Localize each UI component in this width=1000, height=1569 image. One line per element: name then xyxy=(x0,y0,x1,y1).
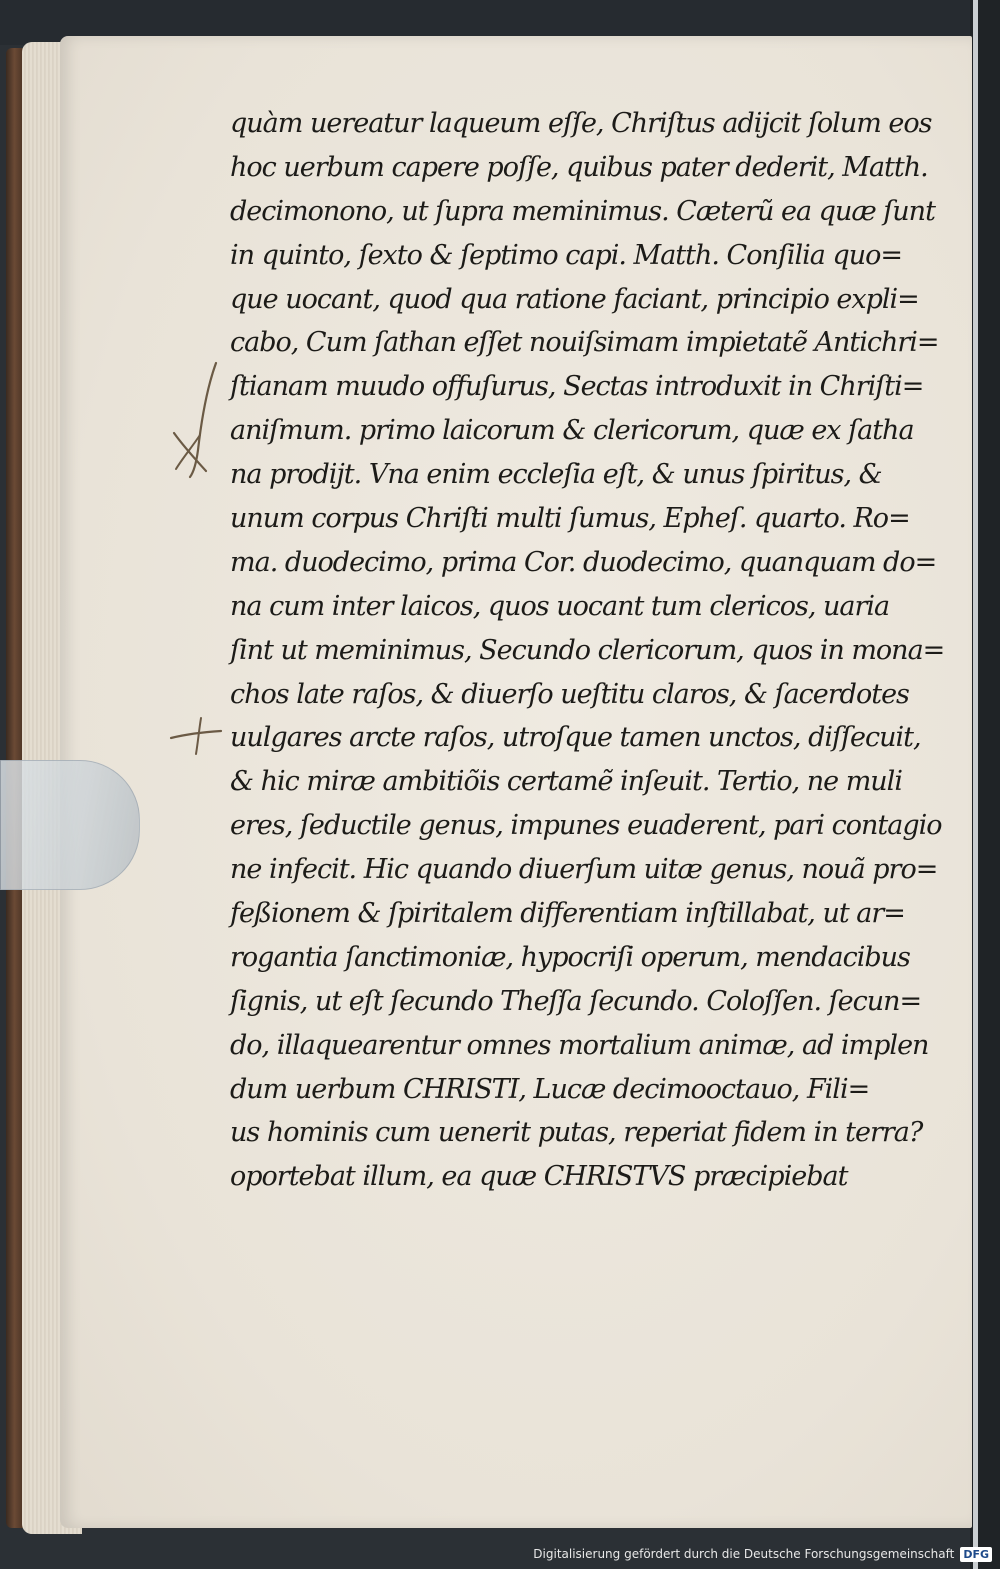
text-line: rogantia ſanctimoniæ, hypocriſi operum, mendacibus xyxy=(230,941,910,973)
footer-credit xyxy=(533,1543,992,1565)
text-line: unum corpus Chriſti multi ſumus, Epheſ. quarto. Ro= xyxy=(230,503,910,535)
text-line: quàm uereatur laqueum eſſe, Chriſtus adijcit ſolum eos xyxy=(230,108,932,139)
text-line: in quinto, ſexto & ſeptimo capi. Matth. Conſilia quo= xyxy=(230,239,902,271)
text-line: na prodijt. Vna enim eccleſia eſt, & unus ſpiritus, & xyxy=(230,459,882,491)
text-line: ſtianam muudo offuſurus, Sectas introduxit in Chriſti= xyxy=(230,371,924,403)
text-line: na cum inter laicos, quos uocant tum clericos, uaria xyxy=(230,590,890,622)
text-line: ma. duodecimo, prima Cor. duodecimo, quanquam do= xyxy=(230,546,937,578)
funding-credit-text: Digitalisierung gefördert durch die Deutsche Forschungsgemeinschaft xyxy=(533,1547,955,1561)
text-line: ſignis, ut eſt ſecundo Theſſa ſecundo. Coloſſen. ſecun= xyxy=(230,985,922,1017)
scanner-edge-highlight xyxy=(973,0,978,1569)
pencil-cross-mark xyxy=(165,712,225,757)
text-line: cabo, Cum ſathan eſſet nouiſsimam impietatẽ Antichri= xyxy=(230,327,939,359)
text-line: do, illaquearentur omnes mortalium animæ, ad implen xyxy=(230,1029,929,1061)
page-holder-clip xyxy=(0,760,140,890)
text-line: uulgares arcte raſos, utroſque tamen unctos, diſſecuit, xyxy=(230,722,921,754)
page-text xyxy=(230,102,945,1199)
text-line: aniſmum. primo laicorum & clericorum, quæ ex ſatha xyxy=(230,415,914,447)
text-line: que uocant, quod qua ratione faciant, principio expli= xyxy=(230,283,919,315)
text-line: oportebat illum, ea quæ CHRISTVS præcipiebat xyxy=(230,1161,848,1193)
text-line: dum uerbum CHRISTI, Lucæ decimooctauo, Fili= xyxy=(230,1073,870,1105)
text-line: feßionem & ſpiritalem differentiam inſtillabat, ut ar= xyxy=(230,898,905,930)
text-line: ſint ut meminimus, Secundo clericorum, quos in mona= xyxy=(230,634,945,666)
text-line: & hic miræ ambitiõis certamẽ inſeuit. Tertio, ne muli xyxy=(230,766,902,798)
text-line: ne infecit. Hic quando diuerſum uitæ genus, nouã pro= xyxy=(230,854,938,886)
text-line: hoc uerbum capere poſſe, quibus pater dederit, Matth. xyxy=(230,151,928,183)
dfg-logo: DFG xyxy=(960,1547,992,1562)
pencil-bracket-mark xyxy=(160,355,230,480)
text-line: chos late raſos, & diuerſo ueſtitu claros, & ſacerdotes xyxy=(230,678,909,710)
text-line: decimonono, ut ſupra meminimus. Cæterũ ea quæ ſunt xyxy=(230,195,935,227)
text-line: eres, ſeductile genus, impunes euaderent, pari contagio xyxy=(230,810,942,842)
text-line: us hominis cum uenerit putas, reperiat fidem in terra? xyxy=(230,1117,923,1149)
